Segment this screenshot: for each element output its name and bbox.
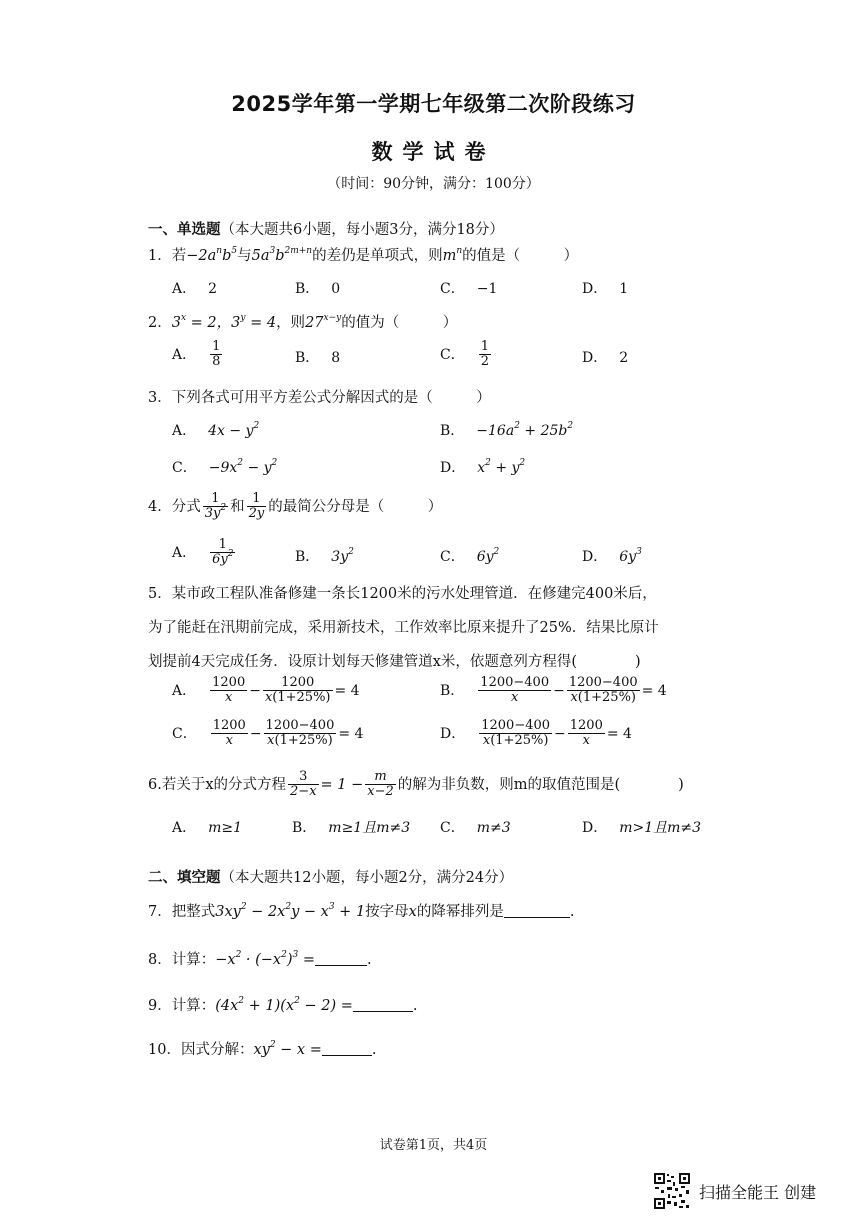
option-c: C． $\frac{1200}{x}$ − $\frac{1200-400}{x(1+25\%)}$ = 4: [172, 718, 364, 749]
option-c: C． m≠3: [440, 820, 511, 836]
math-expr: $27^{x-y}$: [305, 313, 342, 331]
section-2-title: 二、填空题: [148, 870, 221, 886]
section-1-note: （本大题共6小题，每小题3分，满分18分）: [220, 222, 504, 238]
question-5-line-2: 为了能赶在汛期前完成，采用新技术，工作效率比原来提升了25%．结果比原计: [148, 620, 659, 636]
option-a: A． 2: [172, 281, 218, 297]
option-d: D． m>1且m≠3: [582, 820, 702, 836]
qr-code-icon[interactable]: [653, 1172, 691, 1210]
question-5-line-1: [148, 582, 657, 603]
question-number: 5．: [148, 586, 172, 602]
question-text: 的解为非负数，则m的取值范围是( ): [397, 776, 684, 793]
question-number: 2．: [148, 315, 172, 331]
exam-title: 2025学年第一学期七年级第二次阶段练习: [231, 92, 636, 116]
question-7: 7．把整式$3xy^2 - 2x^2y - x^3 + 1$按字母x的降幂排列是 .: [148, 902, 575, 920]
option-a: A． $\frac{1}{8}$: [172, 339, 221, 370]
question-number: 4．: [148, 498, 172, 515]
option-b: B． 8: [295, 350, 341, 366]
section-1-heading: [148, 218, 504, 239]
question-text: 和: [230, 498, 245, 515]
exam-subtitle: 数学试卷: [371, 140, 496, 164]
question-text: 的值是（ ）: [462, 248, 579, 264]
math-expr: $-x^2 \cdot (-x^2)^3$ =: [215, 950, 316, 968]
option-a: A． $\frac{1200}{x}$ − $\frac{1200}{x(1+25\%)}$ = 4: [172, 675, 360, 706]
question-text: 把整式: [171, 904, 216, 920]
section-2-heading: [148, 866, 513, 887]
question-number: 9．: [148, 998, 172, 1014]
option-c: C． $6y^2$: [440, 547, 500, 565]
fraction: $\frac{1}{2y}$: [248, 491, 265, 522]
question-5-line-3: 划提前4天完成任务．设原计划每天修建管道x米，依题意列方程得( ): [148, 654, 641, 670]
option-d: D． $6y^3$: [582, 547, 642, 565]
option-b: B． $\frac{1200-400}{x}$ − $\frac{1200-400}{x(1+25\%)}$ = 4: [440, 675, 667, 706]
question-number: 3．: [148, 390, 172, 406]
section-1-title: 一、单选题: [148, 222, 221, 238]
question-text: 与: [237, 248, 252, 264]
question-text: 的降幂排列是: [416, 904, 504, 920]
question-8: 8．计算：$-x^2 \cdot (-x^2)^3$ = .: [148, 950, 372, 968]
question-text: 的值为（ ）: [341, 315, 458, 331]
page-footer: 试卷第1页，共4页: [379, 1138, 488, 1153]
time-info: （时间：90分钟，满分：100分）: [327, 176, 540, 192]
question-number: 7．: [148, 904, 172, 920]
answer-blank[interactable]: [353, 997, 413, 1012]
option-d: D． $\frac{1200-400}{x(1+25\%)}$ − $\frac{1200}{x}$ = 4: [440, 718, 632, 749]
question-number: 10．: [148, 1042, 181, 1058]
answer-blank[interactable]: [315, 951, 367, 966]
math-expr: $m^n$: [442, 246, 463, 264]
math-expr: $xy^2 - x$ =: [253, 1040, 322, 1058]
option-c: C． $-9x^2 - y^2$: [172, 458, 278, 476]
question-text: 若关于x的分式方程: [161, 776, 287, 793]
question-4: [148, 492, 442, 522]
question-text: 若: [171, 248, 187, 264]
answer-blank[interactable]: [322, 1041, 372, 1056]
question-text: ，则: [276, 315, 306, 331]
option-d: D． 2: [582, 350, 629, 366]
option-c: C． −1: [440, 281, 498, 297]
option-b: B． m≥1且m≠3: [292, 820, 411, 836]
question-text: 按字母: [365, 904, 409, 920]
question-number: 8．: [148, 952, 172, 968]
math-expr: $(4x^2 + 1)(x^2 - 2)$ =: [215, 996, 353, 1014]
question-1: [148, 244, 578, 265]
fraction: $\frac{3}{2-x}$: [290, 769, 317, 800]
question-number: 1．: [148, 248, 172, 264]
question-text: 因式分解：: [180, 1042, 254, 1058]
question-3: [148, 386, 491, 407]
option-a: A． m≥1: [172, 820, 243, 836]
option-a: A． $\frac{1}{6y^2}$: [172, 537, 234, 568]
fraction: $\frac{m}{x-2}$: [367, 769, 394, 800]
question-9: 9．计算：$(4x^2 + 1)(x^2 - 2)$ = .: [148, 996, 418, 1014]
question-text: 计算：: [171, 998, 216, 1014]
question-text: 分式: [171, 498, 201, 515]
question-6: 6.若关于x的分式方程 $\frac{3}{2-x}$ = 1 − $\frac{m}{x-2}$ 的解为非负数，则m的取值范围是( ): [148, 769, 684, 800]
question-text: 某市政工程队准备修建一条长1200米的污水处理管道．在修建完400米后，: [171, 586, 657, 602]
math-expr: $3^x = 2$，$3^y = 4$: [171, 313, 277, 331]
option-c: C． $\frac{1}{2}$: [440, 339, 489, 370]
answer-blank[interactable]: [504, 903, 570, 918]
option-b: B． 0: [295, 281, 341, 297]
option-d: D． 1: [582, 281, 629, 297]
question-text: 的差仍是单项式，则: [312, 248, 443, 264]
fraction: $\frac{1}{3y^2}$: [204, 491, 227, 522]
question-text: 的最简公分母是（ ）: [268, 498, 443, 515]
option-a: A． $4x - y^2$: [172, 421, 260, 439]
option-b: B． $3y^2$: [295, 547, 354, 565]
question-10: 10．因式分解：$xy^2 - x$ = .: [148, 1040, 377, 1058]
question-2: [148, 311, 457, 332]
scanner-watermark: 扫描全能王 创建: [699, 1183, 817, 1202]
option-d: D． $x^2 + y^2$: [440, 458, 526, 476]
question-number: 6.: [148, 776, 162, 793]
section-2-note: （本大题共12小题，每小题2分，满分24分）: [220, 870, 514, 886]
math-expr: $5a^3b^{2m+n}$: [251, 246, 313, 264]
math-expr: $-2a^nb^5$: [186, 246, 238, 264]
option-b: B． $-16a^2 + 25b^2$: [440, 421, 574, 439]
question-text: 下列各式可用平方差公式分解因式的是（ ）: [171, 390, 491, 406]
math-expr: x: [408, 904, 417, 920]
math-expr: $3xy^2 - 2x^2y - x^3 + 1$: [215, 902, 366, 920]
question-text: 计算：: [171, 952, 216, 968]
